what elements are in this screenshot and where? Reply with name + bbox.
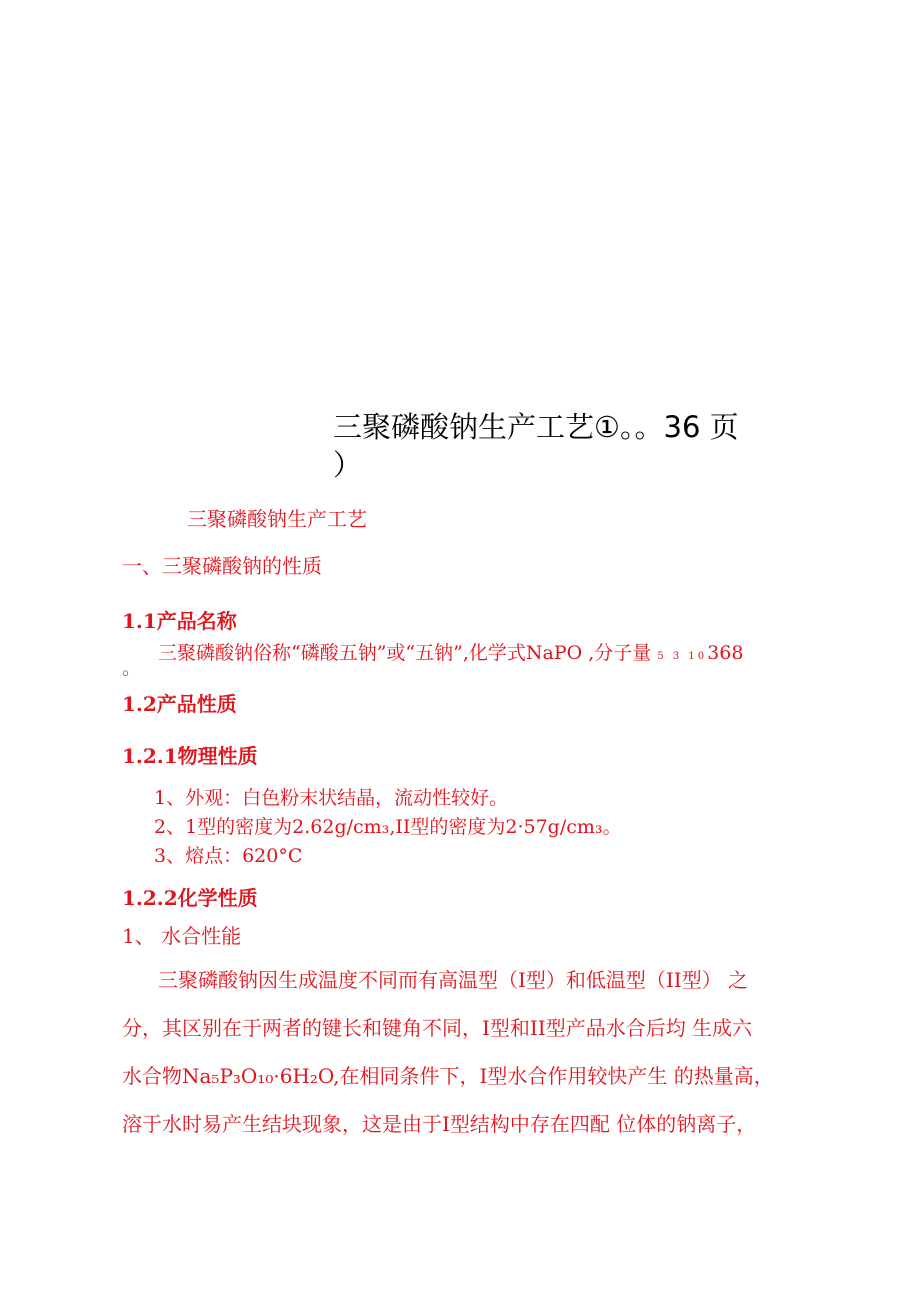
product-name-end: 。 (122, 657, 142, 679)
section-1-2-1-heading: 1.2.1物理性质 (122, 744, 258, 768)
document-title (333, 408, 803, 484)
product-name-text (158, 639, 743, 671)
physical-property-1: 1、外观：白色粉末状结晶，流动性较好。 (154, 787, 509, 809)
title-line-2: ） (333, 448, 363, 482)
section-1-2-2-heading: 1.2.2化学性质 (122, 886, 258, 910)
chemical-property-1: 1、 水合性能 (122, 924, 242, 948)
section-1-1-heading: 1.1产品名称 (122, 609, 237, 633)
paragraph-line-1: 三聚磷酸钠因生成温度不同而有高温型（I型）和低温型（II型） 之 (158, 968, 749, 992)
formula-subscripts: 5 3 10 (657, 651, 708, 662)
physical-property-2: 2、1型的密度为2.62g/cm₃,II型的密度为2·57g/cm₃。 (154, 816, 622, 838)
molecular-weight: 368 (707, 642, 744, 664)
subtitle: 三聚磷酸钠生产工艺 (187, 507, 367, 531)
section-1-2-heading: 1.2产品性质 (122, 692, 237, 716)
title-line-1: 三聚磷酸钠生产工艺①。。36 页 (333, 410, 739, 444)
paragraph-line-4: 溶于水时易产生结块现象，这是由于I型结构中存在四配 位体的钠离子， (122, 1112, 757, 1136)
paragraph-line-2: 分，其区别在于两者的键长和键角不同，I型和II型产品水合后均 生成六 (122, 1016, 753, 1040)
physical-property-3: 3、熔点：620°C (154, 845, 303, 867)
section-1-heading: 一、三聚磷酸钠的性质 (122, 554, 322, 578)
product-name-sentence: 三聚磷酸钠俗称“磷酸五钠”或“五钠”,化学式NaPO ,分子量 (158, 642, 658, 664)
paragraph-line-3: 水合物Na₅P₃O₁₀·6H₂O,在相同条件下，I型水合作用较快产生 的热量高， (122, 1064, 774, 1088)
